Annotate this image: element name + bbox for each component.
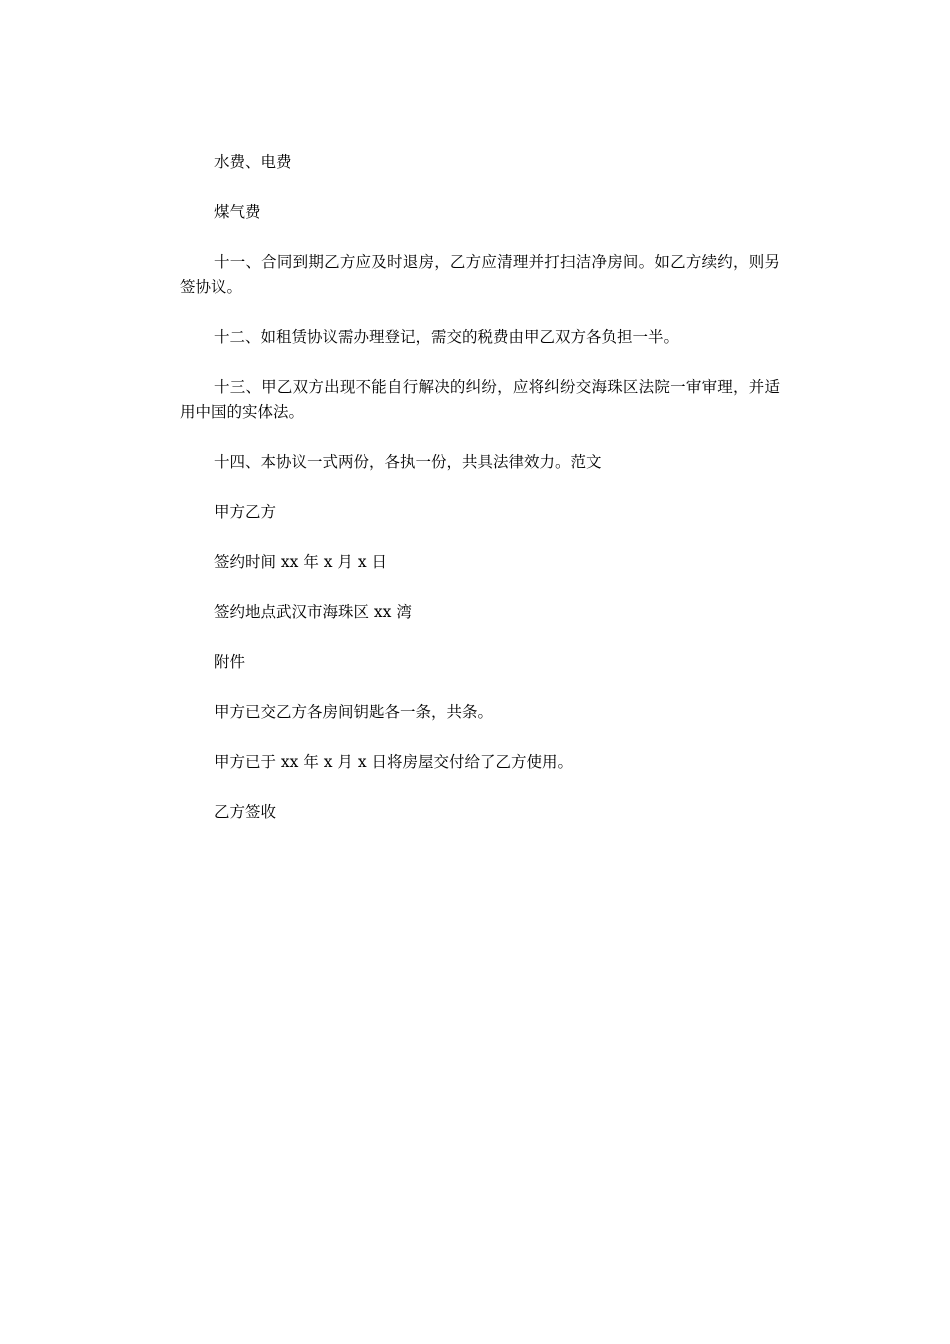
clause-12: 十二、如租赁协议需办理登记，需交的税费由甲乙双方各负担一半。 (214, 328, 680, 346)
signing-date: 签约时间 xx 年 x 月 x 日 (214, 553, 388, 571)
parties-line: 甲方乙方 (214, 503, 277, 521)
paragraph-water-electricity-fee: 水费、电费 (214, 153, 292, 171)
clause-13: 十三、甲乙双方出现不能自行解决的纠纷，应将纠纷交海珠区法院一审审理，并适用中国的实体法。 (180, 378, 780, 421)
document-body (180, 150, 780, 850)
keys-handover: 甲方已交乙方各房间钥匙各一条，共条。 (214, 703, 494, 721)
signing-location: 签约地点武汉市海珠区 xx 湾 (214, 603, 412, 621)
paragraph-gas-fee: 煤气费 (214, 203, 261, 221)
house-delivery: 甲方已于 xx 年 x 月 x 日将房屋交付给了乙方使用。 (214, 753, 574, 771)
clause-14: 十四、本协议一式两份，各执一份，共具法律效力。范文 (214, 453, 602, 471)
attachment-heading: 附件 (214, 653, 246, 671)
party-b-receipt: 乙方签收 (214, 803, 277, 821)
clause-11: 十一、合同到期乙方应及时退房，乙方应清理并打扫洁净房间。如乙方续约，则另签协议。 (180, 253, 780, 296)
